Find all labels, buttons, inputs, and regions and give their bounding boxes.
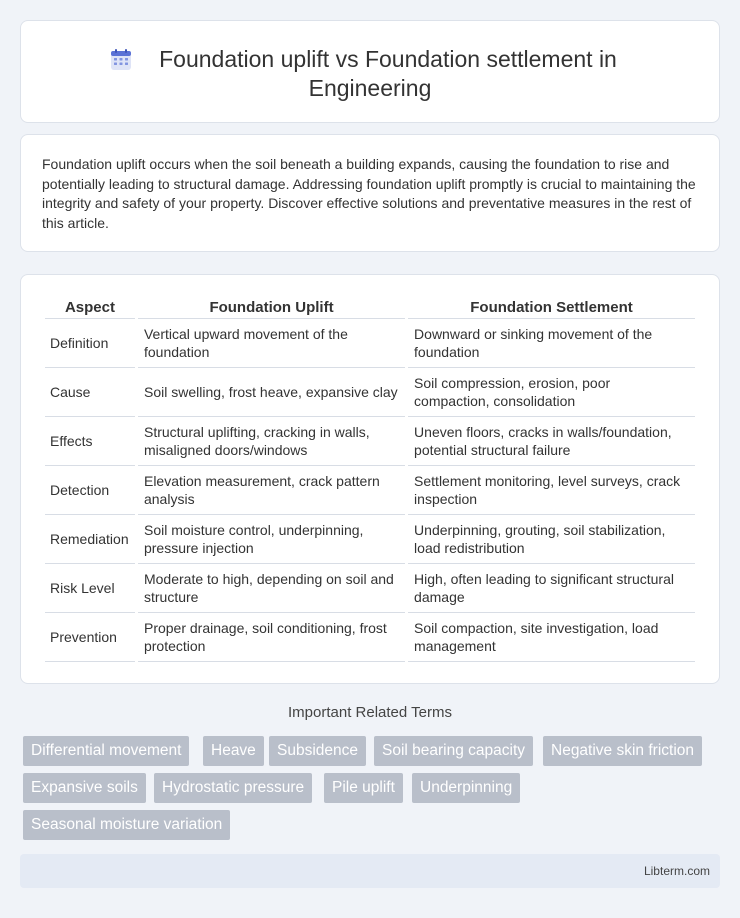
- row-aspect: Effects: [45, 417, 135, 466]
- related-terms-title: Important Related Terms: [288, 704, 452, 721]
- table-row: [45, 417, 695, 466]
- table-header-row: [45, 295, 695, 319]
- tag-hydrostatic-pressure[interactable]: Hydrostatic pressure: [154, 773, 312, 803]
- tag-seasonal-moisture-variation[interactable]: Seasonal moisture variation: [23, 810, 230, 840]
- row-uplift: Vertical upward movement of the foundation: [138, 319, 405, 368]
- row-uplift: Elevation measurement, crack pattern analysis: [138, 466, 405, 515]
- row-aspect: Detection: [45, 466, 135, 515]
- row-settlement: High, often leading to significant structural damage: [408, 564, 695, 613]
- table-row: [45, 466, 695, 515]
- row-settlement: Uneven floors, cracks in walls/foundation, potential structural failure: [408, 417, 695, 466]
- table-row: [45, 613, 695, 662]
- row-uplift: Structural uplifting, cracking in walls, misaligned doors/windows: [138, 417, 405, 466]
- table-row: [45, 319, 695, 368]
- table-row: [45, 515, 695, 564]
- table-row: [45, 564, 695, 613]
- row-settlement: Settlement monitoring, level surveys, crack inspection: [408, 466, 695, 515]
- tag-expansive-soils[interactable]: Expansive soils: [23, 773, 146, 803]
- row-settlement: Underpinning, grouting, soil stabilization, load redistribution: [408, 515, 695, 564]
- comparison-table: [42, 295, 698, 662]
- title-line-1: Foundation uplift vs Foundation settlement in: [159, 46, 617, 72]
- header-uplift: Foundation Uplift: [138, 295, 405, 319]
- page-title: [21, 45, 719, 103]
- row-settlement: Soil compaction, site investigation, load management: [408, 613, 695, 662]
- header-aspect: Aspect: [45, 295, 135, 319]
- tag-underpinning[interactable]: Underpinning: [412, 773, 520, 803]
- tag-pile-uplift[interactable]: Pile uplift: [324, 773, 403, 803]
- row-aspect: Definition: [45, 319, 135, 368]
- tag-heave[interactable]: Heave: [203, 736, 264, 766]
- footer: [20, 854, 720, 888]
- row-aspect: Remediation: [45, 515, 135, 564]
- title-card: [20, 20, 720, 123]
- tag-negative-skin-friction[interactable]: Negative skin friction: [543, 736, 702, 766]
- row-uplift: Moderate to high, depending on soil and structure: [138, 564, 405, 613]
- row-aspect: Risk Level: [45, 564, 135, 613]
- row-aspect: Prevention: [45, 613, 135, 662]
- table-row: [45, 368, 695, 417]
- tag-differential-movement[interactable]: Differential movement: [23, 736, 189, 766]
- row-uplift: Soil moisture control, underpinning, pressure injection: [138, 515, 405, 564]
- row-settlement: Downward or sinking movement of the foundation: [408, 319, 695, 368]
- footer-site-link[interactable]: Libterm.com: [643, 864, 710, 878]
- intro-paragraph: Foundation uplift occurs when the soil beneath a building expands, causing the foundation to rise and potentially leading to structural damage. Addressing foundation uplift promptly is crucial to maintaining the integrity and safety of your property. Discover effective solutions and preventative measures in the rest of this article.: [42, 156, 696, 231]
- tag-soil-bearing-capacity[interactable]: Soil bearing capacity: [374, 736, 533, 766]
- row-settlement: Soil compression, erosion, poor compaction, consolidation: [408, 368, 695, 417]
- header-settlement: Foundation Settlement: [408, 295, 695, 319]
- title-line-2: Engineering: [308, 75, 432, 101]
- row-aspect: Cause: [45, 368, 135, 417]
- tag-subsidence[interactable]: Subsidence: [269, 736, 366, 766]
- row-uplift: Proper drainage, soil conditioning, frost protection: [138, 613, 405, 662]
- intro-card: [20, 134, 720, 252]
- row-uplift: Soil swelling, frost heave, expansive clay: [138, 368, 405, 417]
- comparison-card: [20, 274, 720, 684]
